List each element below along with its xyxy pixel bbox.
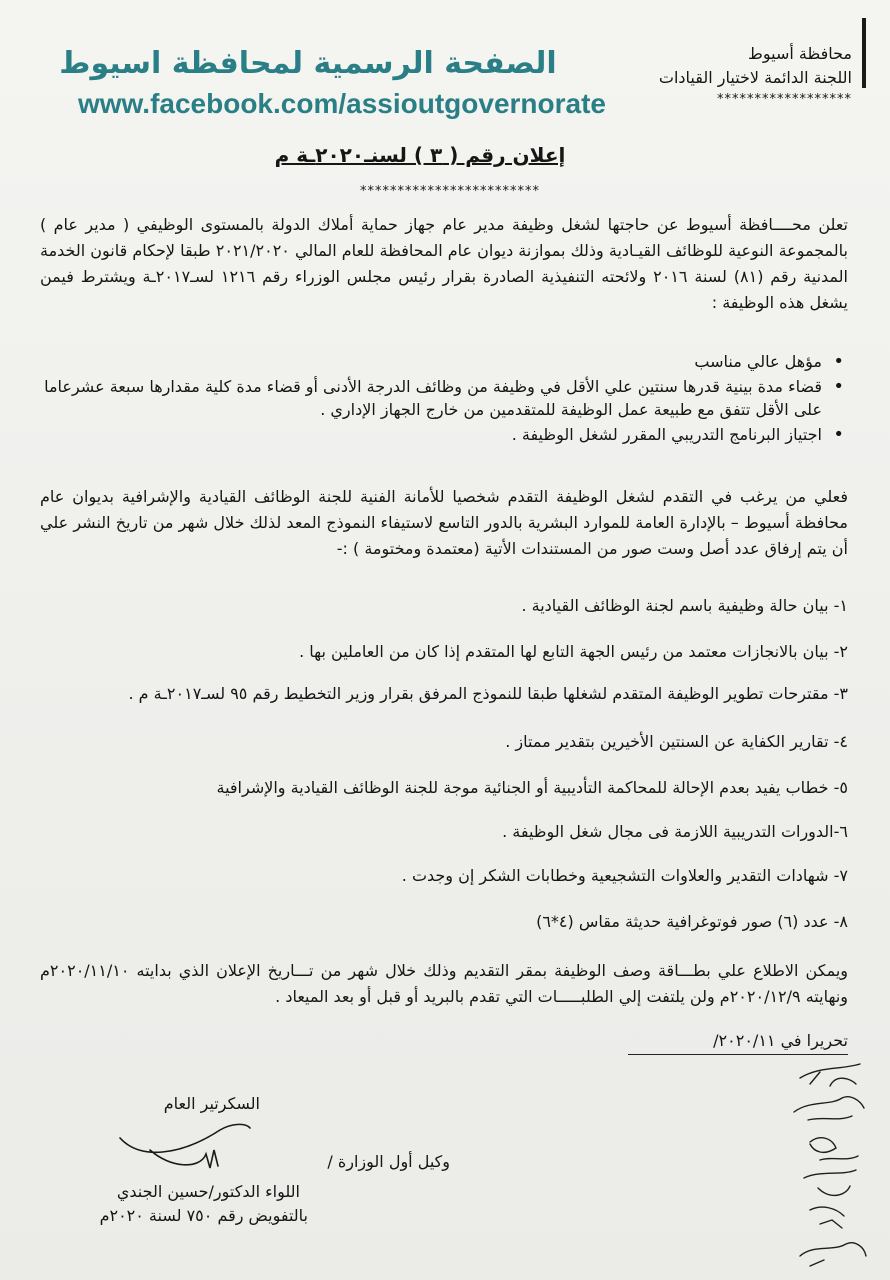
- document-item: ٥- خطاب يفيد بعدم الإحالة للمحاكمة التأديبية أو الجنائية موجة للجنة الوظائف القيادية والإشرافية: [216, 778, 848, 797]
- application-paragraph: فعلي من يرغب في التقدم لشغل الوظيفة التقدم شخصيا للأمانة الفنية للجنة الوظائف القيادية والإشرافية بديوان عام محافظة أسيوط – بالإدارة العامة للموارد البشرية بالدور التاسع لاستيفاء النموذج المعد لذلك خلال شهر من تاريخ النشر علي أن يتم إرفاق عدد أصل وست صور من المستندات الأتية (معتمدة ومختومة ) :-: [40, 487, 848, 558]
- banner-title: الصفحة الرسمية لمحافظة اسيوط: [59, 46, 557, 81]
- signatory-name: اللواء الدكتور/حسين الجندي: [116, 1182, 300, 1201]
- requirements-list: [40, 350, 848, 448]
- scan-edge-mark: [862, 18, 866, 88]
- secretary-title: السكرتير العام: [163, 1094, 260, 1113]
- list-item: • مؤهل عالي مناسب: [40, 350, 848, 373]
- announcement-title-text: إعلان رقم ( ٣ ) لسنـ٢٠٢٠ـة م: [274, 143, 566, 167]
- delegation-note: بالتفويض رقم ٧٥٠ لسنة ٢٠٢٠م: [99, 1206, 308, 1225]
- governorate-name: محافظة أسيوط: [748, 44, 852, 63]
- announcement-title: [240, 140, 600, 170]
- document-item: ٢- بيان بالانجازات معتمد من رئيس الجهة التابع لها المتقدم إذا كان من العاملين بها .: [299, 642, 848, 661]
- document-item: ٤- تقارير الكفاية عن السنتين الأخيرين بتقدير ممتاز .: [505, 732, 848, 751]
- document-item: ٦-الدورات التدريبية اللازمة فى مجال شغل الوظيفة .: [502, 822, 848, 841]
- handwritten-initials: [780, 1060, 880, 1280]
- deputy-title: وكيل أول الوزارة /: [327, 1152, 450, 1171]
- review-paragraph: ويمكن الاطلاع علي بطـــاقة وصف الوظيفة بمقر التقديم وذلك خلال شهر من تـــاريخ الإعلان الذي بدايته ٢٠٢٠/١١/١٠م ونهايته ٢٠٢٠/١٢/٩م ولن يلتفت إلي الطلبـــــات التي تقدم بالبريد أو قبل أو بعد الميعاد .: [40, 961, 848, 1006]
- list-item: • قضاء مدة بينية قدرها سنتين علي الأقل في وظيفة من وظائف الدرجة الأدنى أو قضاء مدة كلية مقدارها سبعة عشرعاما على الأقل تتفق مع طبيعة عمل الوظيفة للمتقدمين من خارج الجهاز الإداري .: [40, 375, 848, 421]
- header-divider: ******************: [717, 92, 852, 107]
- issue-date: تحريرا في ٢٠٢٠/١١/: [628, 1028, 848, 1055]
- banner-url: www.facebook.com/assioutgovernorate: [78, 88, 606, 119]
- document-item: ٧- شهادات التقدير والعلاوات التشجيعية وخطابات الشكر إن وجدت .: [401, 866, 848, 885]
- title-divider: ************************: [360, 184, 540, 199]
- committee-name: اللجنة الدائمة لاختيار القيادات: [658, 68, 852, 87]
- signature-mark: [110, 1110, 270, 1180]
- intro-paragraph: تعلن محــــافظة أسيوط عن حاجتها لشغل وظيفة مدير عام جهاز حماية أملاك الدولة بالمستوى الوظيفي ( مدير عام ) بالمجموعة النوعية للوظائف القيـادية وذلك بموازنة ديوان عام المحافظة للعام المالي ٢٠٢١/٢٠٢٠ طبقا لإحكام قانون الخدمة المدنية رقم (٨١) لسنة ٢٠١٦ ولائحته التنفيذية الصادرة بقرار رئيس مجلس الوزراء رقم ١٢١٦ لسـ٢٠١٧ـة ويشترط فيمن يشغل هذه الوظيفة :: [40, 215, 848, 312]
- document-item: ٨- عدد (٦) صور فوتوغرافية حديثة مقاس (٤*٦): [536, 912, 848, 931]
- list-item: • اجتياز البرنامج التدريبي المقرر لشغل الوظيفة .: [40, 423, 848, 446]
- document-item: ١- بيان حالة وظيفية باسم لجنة الوظائف القيادية .: [521, 596, 848, 615]
- document-item: ٣- مقترحات تطوير الوظيفة المتقدم لشغلها طبقا للنموذج المرفق بقرار وزير التخطيط رقم ٩٥ لسـ٢٠١٧ـة م .: [128, 684, 848, 703]
